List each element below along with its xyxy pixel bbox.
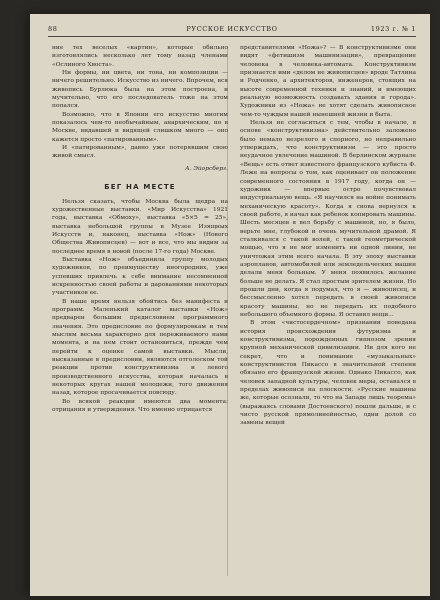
paragraph: ние тех веселых «картин», которые обильно изготовлялись несколько лет тому назад членами «Ослиного Хвоста». bbox=[52, 45, 228, 68]
paragraph: В наше время нельзя обойтись без манифеста и программ. Маленький каталог выставки «Нож» предварен большим предисловием программного значения. Это предисловие по формулировкам и тем мыслям весьма характерно для переживаемого нами момента, и на нем стоит остановиться, прежде чем перейти к оценке самой выставки. Мысли, высказанные в предисловии, являются отголоском той реакции против конструктивизма и левого производственного искусства, которая началась в некоторых кругах нашей молодежи, того движения назад, которое просачивается повсюду. bbox=[52, 298, 228, 397]
paragraph: Ни формы, ни цвета, ни тона, ни композиции — ничего решительно. Искусство из ничего. Впрочем, вся живопись Бурлюка была на этом построена, и мучительно, что его последователь тоже на этом попался. bbox=[52, 70, 228, 110]
paragraph: Нельзя не согласиться с тем, чтобы в начале, в основе «конструктивизма» действительно заложено было немало незрелого и спорного, но неправильно утверждать, что конструктивизм — это просто неудачное увлечение машиной. В берлинском журнале «Вещь» есть ответ известного французского кубиста Ф. Леже на вопросы о том, как оценивает он положение современного состояния в 1917 году, когда он — художник — впервые остро почувствовал индустриальную вещь. «Я научился на войне понимать механическую красоту». Когда я снова вернулся к своей работе, я начал как ребенок копировать машины. Шесть месяцев я вел борьбу с машиной, но, я было, верьте мне, глубокой и очень мучительной драмой. Я сталкивался с такой волей, с такой геометрической мощью, что я не мог изменить ни одной линии, не уничтожая этим всего начала. В эту эпоху выставки аэропланов, автомобилей или земледельческих машин делали меня больным. У меня появилось желание больше не делать. Я стал простым зрителем жизни. Но прошли дни, когда я подумал, что я — живописец, и бессмысленно хотел передать в своей живописи красоту машины, но не передать их подобного небольшого объемного формы. Я оставил вещи... bbox=[240, 120, 416, 318]
section-title: БЕГ НА МЕСТЕ bbox=[104, 183, 176, 192]
paragraph: Возможно, что в Японии его искусство многим показалось чем-то необычайным, анархическим, но в Москве, видавшей и видящей слишком много — оно кажется просто «патированным». bbox=[52, 111, 228, 143]
issue-label: 1923 г. № 1 bbox=[370, 25, 416, 33]
journal-title: РУССКОЕ ИСКУССТВО bbox=[186, 25, 278, 33]
left-column bbox=[52, 44, 228, 414]
paragraph: Выставка «Нож» объединила группу молодых художников, по преимуществу иногородних, уже успевших привлечь к себе внимание несомненной искренностью своей работы и дарованиями некоторых участников ее. bbox=[52, 256, 228, 297]
column-gutter bbox=[227, 46, 228, 576]
paragraph: представителями «Ножа»? — В конструктивизме они видят «фетишизм машинизации», превращение человека в человека-автомата. Конструктивизм признается ими «делом не живописцев» вроде Татлина и Родченко, а архитекторов, инженеров, стоящих на высоте современной техники и знаний, и имеющих реальную возможность создавать здания и города». Художники из «Ножа» не хотят сделать живописное чем-то чуждым нашей нынешней жизни и быта. bbox=[240, 45, 416, 118]
paragraph: Нельзя сказать, чтобы Москва была щедра на художественные выставки. «Мир Искусства» 1921 года, выставка «Обмоху», выставка «5×5 = 25», выставка небольшой группы в Музее Изящных Искусств и, наконец, выставка «Нож» (Нового Общества Живописцев) — вот и все, что мы видим за последнее время в новой (после 17-го года) Москве. bbox=[52, 198, 228, 255]
paragraph: И «патированным», давно уже потерявшим свою живой смысл. bbox=[52, 145, 228, 160]
right-column bbox=[240, 44, 416, 428]
running-header bbox=[48, 22, 416, 37]
magazine-page bbox=[30, 14, 430, 596]
author-signature: А. Эйорсберг. bbox=[185, 165, 228, 172]
page-number: 88 bbox=[48, 25, 58, 33]
paragraph: В этом «чистосердечном» признании поведана история происхождения футуризма и конструктивизма, порожденных гипнозом зрения крупной механической цивилизации. Ни для кого не секрет, что и понимание «музыкальных» конструктивистов Пикассо в значительной степени обязано его французской жизни. Однако Пикассо, как человек западной культуры, человек меры, оставался в пределах живописи на плоскости. «Русские машины же, которые осознали, то что на Западе лишь теорема» (выражаясь словами Достоевского) пошли дальше, и с чисто русской прямолинейностью, одни долой со замены вещей bbox=[240, 320, 416, 427]
paragraph: Во всякой реакции имеются два момента: отрицания и утверждения. Что именно отрицается bbox=[52, 398, 228, 414]
